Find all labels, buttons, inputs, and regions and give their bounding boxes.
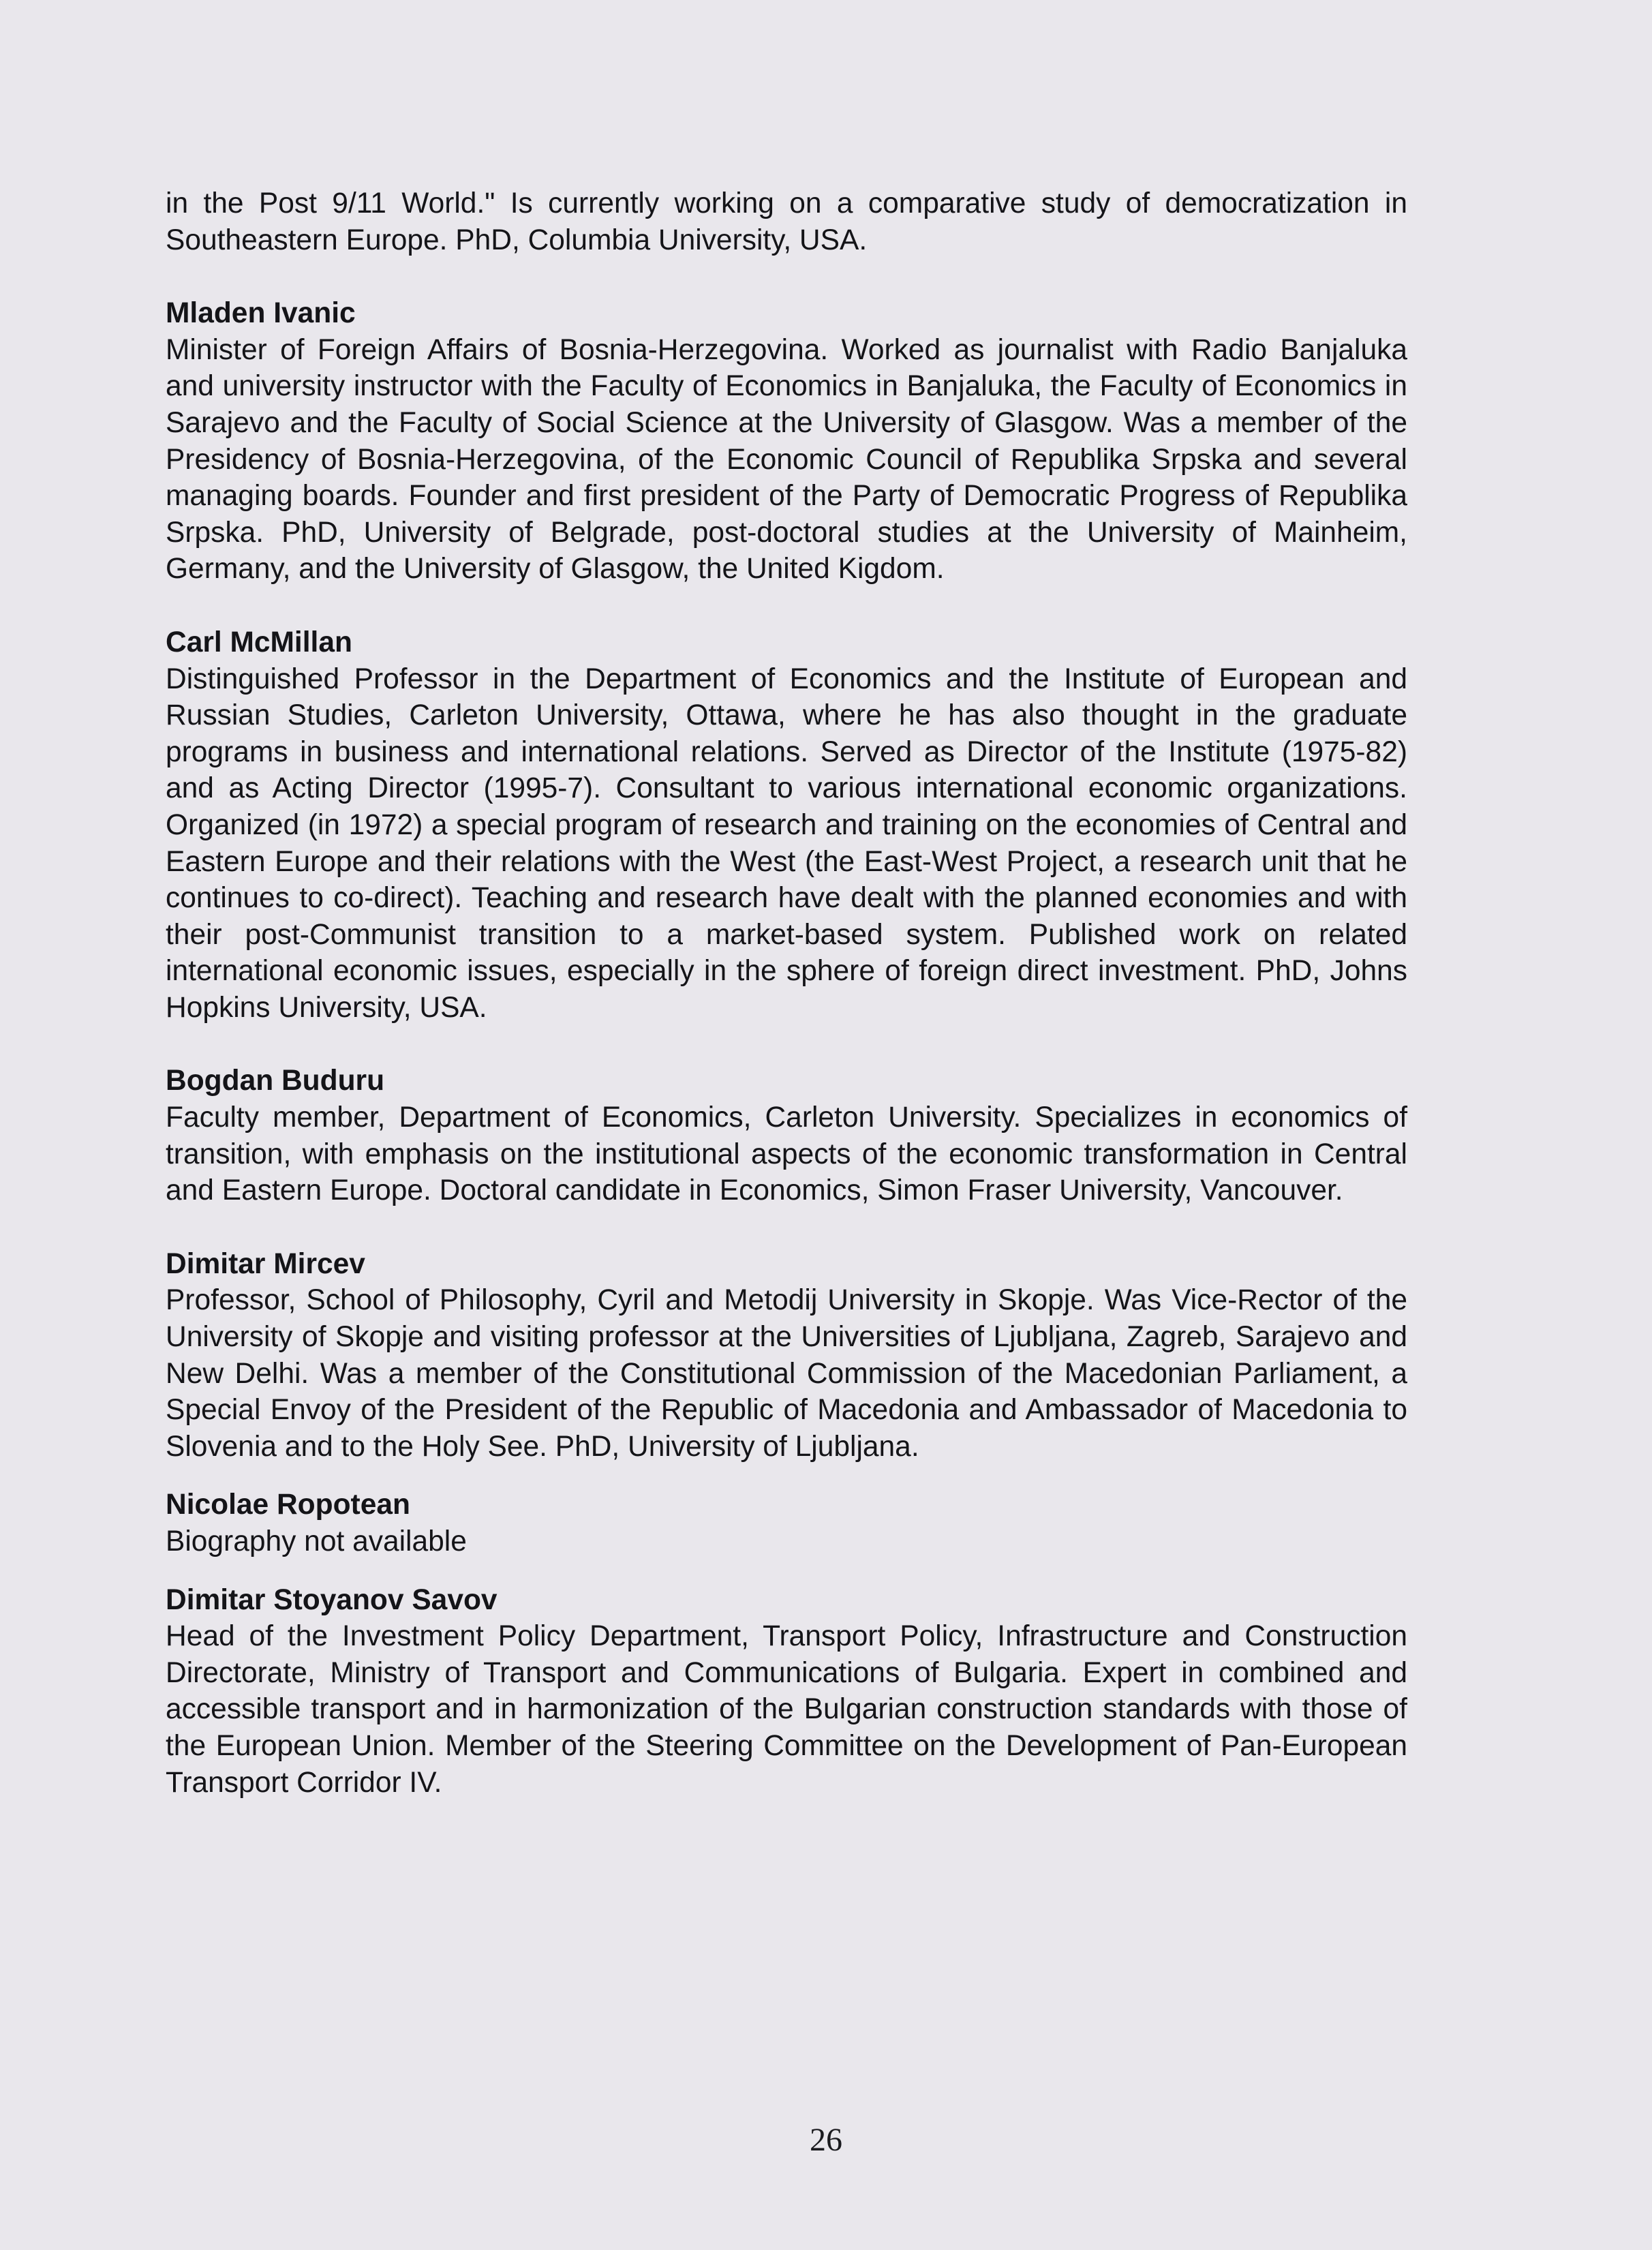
bio-name: Nicolae Ropotean: [166, 1489, 410, 1521]
bio-name: Carl McMillan: [166, 626, 352, 658]
bio-text: Distinguished Professor in the Department of Economics and the Institute of European and Russian Studies, Carleton University, Ottawa, where he has also thought in the graduate programs in business and international relations. Served as Director of the Institute (1975-82) and as Acting Director (1995-7). Consultant to various international economic organizations. Organized (in 1972) a special program of research and training on the economies of Central and Eastern Europe and their relations with the West (the East-West Project, a research unit that he continues to co-direct). Teaching and research have dealt with the planned economies and with their post-Communist transition to a market-based system. Published work on related international economic issues, especially in the sphere of foreign direct investment. PhD, Johns Hopkins University, USA.: [166, 663, 1407, 1024]
bio-text: Faculty member, Department of Economics, Carleton University. Specializes in economics of transition, with emphasis on the institutional aspects of the economic transformation in Central and Eastern Europe. Doctoral candidate in Economics, Simon Fraser University, Vancouver.: [166, 1101, 1407, 1207]
bio-text: Biography not available: [166, 1525, 467, 1557]
bio-name: Dimitar Mircev: [166, 1247, 365, 1280]
bio-entry-mircev: [166, 1246, 1407, 1465]
bio-entry-buduru: [166, 1063, 1407, 1208]
bio-entry-ropotean: [166, 1487, 1407, 1560]
bio-name: Bogdan Buduru: [166, 1065, 385, 1097]
bio-name: Dimitar Stoyanov Savov: [166, 1583, 498, 1616]
bio-entry-ivanic: [166, 295, 1407, 588]
bio-text: Head of the Investment Policy Department, Transport Policy, Infrastructure and Construction Directorate, Ministry of Transport and Communications of Bulgaria. Expert in combined and accessible transport and in harmonization of the Bulgarian construction standards with those of the European Union. Member of the Steering Committee on the Development of Pan-European Transport Corridor IV.: [166, 1620, 1407, 1799]
bio-text: Professor, School of Philosophy, Cyril and Metodij University in Skopje. Was Vice-Rector of the University of Skopje and visiting professor at the Universities of Ljubljana, Zagreb, Sarajevo and New Delhi. Was a member of the Constitutional Commission of the Macedonian Parliament, a Special Envoy of the President of the Republic of Macedonia and Ambassador of Macedonia to Slovenia and to the Holy See. PhD, University of Ljubljana.: [166, 1284, 1407, 1463]
bio-entry-savov: [166, 1582, 1407, 1801]
bio-text: Minister of Foreign Affairs of Bosnia-Herzegovina. Worked as journalist with Radio Banjaluka and university instructor with the Faculty of Economics in Banjaluka, the Faculty of Economics in Sarajevo and the Faculty of Social Science at the University of Glasgow. Was a member of the Presidency of Bosnia-Herzegovina, of the Economic Council of Republika Srpska and several managing boards. Founder and first president of the Party of Democratic Progress of Republika Srpska. PhD, University of Belgrade, post-doctoral studies at the University of Mainheim, Germany, and the University of Glasgow, the United Kigdom.: [166, 333, 1407, 586]
continuation-paragraph: in the Post 9/11 World." Is currently working on a comparative study of democratization in Southeastern Europe. PhD, Columbia University, USA.: [166, 187, 1407, 256]
page-number: 26: [810, 2122, 842, 2158]
bio-name: Mladen Ivanic: [166, 297, 356, 330]
document-page: [166, 185, 1407, 1801]
bio-entry-mcmillan: [166, 624, 1407, 1027]
